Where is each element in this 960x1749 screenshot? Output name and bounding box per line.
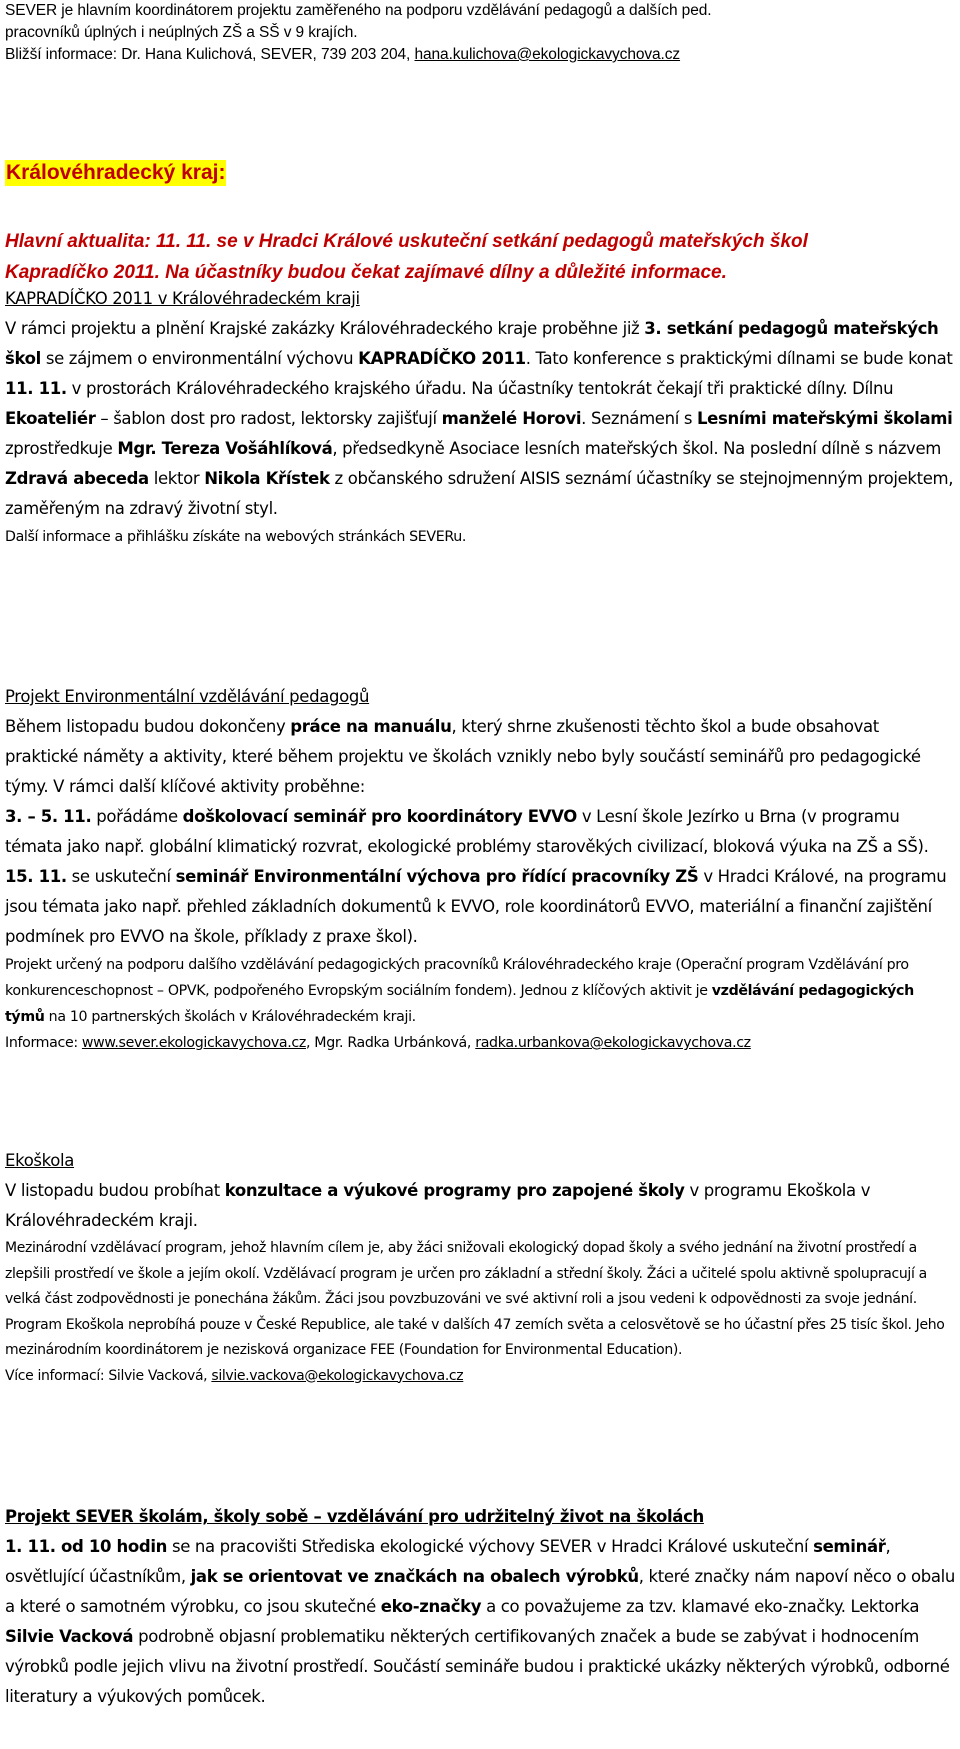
section-ekoskola xyxy=(5,1146,955,1389)
ekoskola-contact: Více informací: Silvie Vacková, silvie.vackova@ekologickavychova.cz xyxy=(5,1367,464,1384)
intro-line-1: SEVER je hlavním koordinátorem projektu zaměřeného na podporu vzdělávání pedagogů a dalších ped. xyxy=(5,2,712,19)
intro-header xyxy=(5,0,711,66)
section-kapradicko xyxy=(5,284,955,550)
ekoskola-description: Mezinárodní vzdělávací program, jehož hlavním cílem je, aby žáci snižovali ekologický dopad školy a svého jednání na životní prostředí a zlepšili prostředí ve škole a jejím okolí. Vzdělávací program je určen pro základní a střední školy. Žáci a učitelé spolu aktivně spolupracují a velká část zodpovědnosti je ponechána žákům. Žáci jsou povzbuzováni ve své aktivní roli a jsou vedeni k odpovědnosti za svoje jednání. Program Ekoškola neprobíhá pouze v České Republice, ale také v dalších 47 zemích světa a celosvětově se ho účastní přes 25 tisíc škol. Jeho mezinárodním koordinátorem je nezisková organizace FEE (Foundation for Environmental Education). xyxy=(5,1240,945,1358)
evp-email-link[interactable]: radka.urbankova@ekologickavychova.cz xyxy=(475,1035,751,1051)
region-title: Královéhradecký kraj: xyxy=(6,161,226,184)
intro-line-3: Bližší informace: Dr. Hana Kulichová, SEVER, 739 203 204, hana.kulichova@ekologickavychova.cz xyxy=(5,46,681,63)
section-projekt-evp xyxy=(5,682,955,1056)
intro-line-2: pracovníků úplných i neúplných ZŠ a SŠ v 9 krajích. xyxy=(5,24,358,41)
kapradicko-note: Další informace a přihlášku získáte na webových stránkách SEVERu. xyxy=(5,529,467,545)
ekoskola-title: Ekoškola xyxy=(5,1151,75,1170)
evp-title: Projekt Environmentální vzdělávání pedagogů xyxy=(5,687,370,706)
ekoskola-body: V listopadu budou probíhat konzultace a výukové programy pro zapojené školy v programu Ekoškola v Královéhradeckém kraji. xyxy=(5,1181,871,1230)
evp-event-1: 3. – 5. 11. pořádáme doškolovací seminář pro koordinátory EVVO v Lesní škole Jezírko u Brna (v programu témata jako např. globální klimatický rozvrat, ekologické problémy starověkých civilizací, bloková výuka na ZŠ a SŠ). xyxy=(5,807,929,856)
sever-skolam-body: 1. 11. od 10 hodin se na pracovišti Střediska ekologické výchovy SEVER v Hradci Králové uskuteční seminář, osvětlující účastníkům, jak se orientovat ve značkách na obalech výrobků, které značky nám napoví něco o obalu a které o samotném výrobku, co jsou skutečné eko-značky a co považujeme za tzv. klamavé eko-značky. Lektorka Silvie Vacková podrobně objasní problematiku některých certifikovaných značek a bude se zabývat i hodnocením výrobků podle jejich vlivu na životní prostředí. Součástí semináře budou i praktické ukázky některých výrobků, odborné literatury a výukových pomůcek. xyxy=(5,1537,955,1706)
intro-email-link[interactable]: hana.kulichova@ekologickavychova.cz xyxy=(414,46,681,63)
evp-web-link[interactable]: www.sever.ekologickavychova.cz xyxy=(81,1035,306,1051)
main-headline xyxy=(5,226,808,288)
sever-skolam-title: Projekt SEVER školám, školy sobě – vzdělávání pro udržitelný život na školách xyxy=(5,1507,704,1526)
kapradicko-title: KAPRADÍČKO 2011 v Královéhradeckém kraji xyxy=(5,289,360,308)
evp-summary: Projekt určený na podporu dalšího vzdělávání pedagogických pracovníků Královéhradeckého kraje (Operační program Vzdělávání pro konkurenceschopnost – OPVK, podpořeného Evropským sociálním fondem). Jednou z klíčových aktivit je vzdělávání pedagogických týmů na 10 partnerských školách v Královéhradeckém kraji. xyxy=(5,957,914,1025)
ekoskola-email-link[interactable]: silvie.vackova@ekologickavychova.cz xyxy=(211,1367,464,1384)
kapradicko-body: V rámci projektu a plnění Krajské zakázky Královéhradeckého kraje proběhne již 3. setkání pedagogů mateřských škol se zájmem o environmentální výchovu KAPRADÍČKO 2011. Tato konference s praktickými dílnami se bude konat 11. 11. v prostorách Královéhradeckého krajského úřadu. Na účastníky tentokrát čekají tři praktické dílny. Dílnu Ekoateliér – šablon dost pro radost, lektorsky zajišťují manželé Horovi. Seznámení s Lesními mateřskými školami zprostředkuje Mgr. Tereza Vošáhlíková, předsedkyně Asociace lesních mateřských škol. Na poslední dílně s názvem Zdravá abeceda lektor Nikola Křístek z občanského sdružení AISIS seznámí účastníky se stejnojmenným projektem, zaměřeným na zdravý životní styl. xyxy=(5,319,954,518)
evp-body: Během listopadu budou dokončeny práce na manuálu, který shrne zkušenosti těchto škol a bude obsahovat praktické náměty a aktivity, které během projektu ve školách vznikly nebo byly součástí seminářů pro pedagogické týmy. V rámci další klíčové aktivity proběhne: xyxy=(5,717,921,796)
evp-event-2: 15. 11. se uskuteční seminář Environmentální výchova pro řídící pracovníky ZŠ v Hradci Králové, na programu jsou témata jako např. přehled základních dokumentů k EVVO, role koordinátorů EVVO, materiální a finanční zajištění podmínek pro EVVO na škole, příklady z praxe škol). xyxy=(5,867,947,946)
headline-line-1: Hlavní aktualita: 11. 11. se v Hradci Králové uskuteční setkání pedagogů mateřských škol xyxy=(5,231,808,252)
headline-line-2: Kapradíčko 2011. Na účastníky budou čekat zajímavé dílny a důležité informace. xyxy=(5,262,727,283)
section-sever-skolam xyxy=(5,1502,955,1712)
evp-contact: Informace: www.sever.ekologickavychova.cz, Mgr. Radka Urbánková, radka.urbankova@ekologickavychova.cz xyxy=(5,1035,751,1051)
